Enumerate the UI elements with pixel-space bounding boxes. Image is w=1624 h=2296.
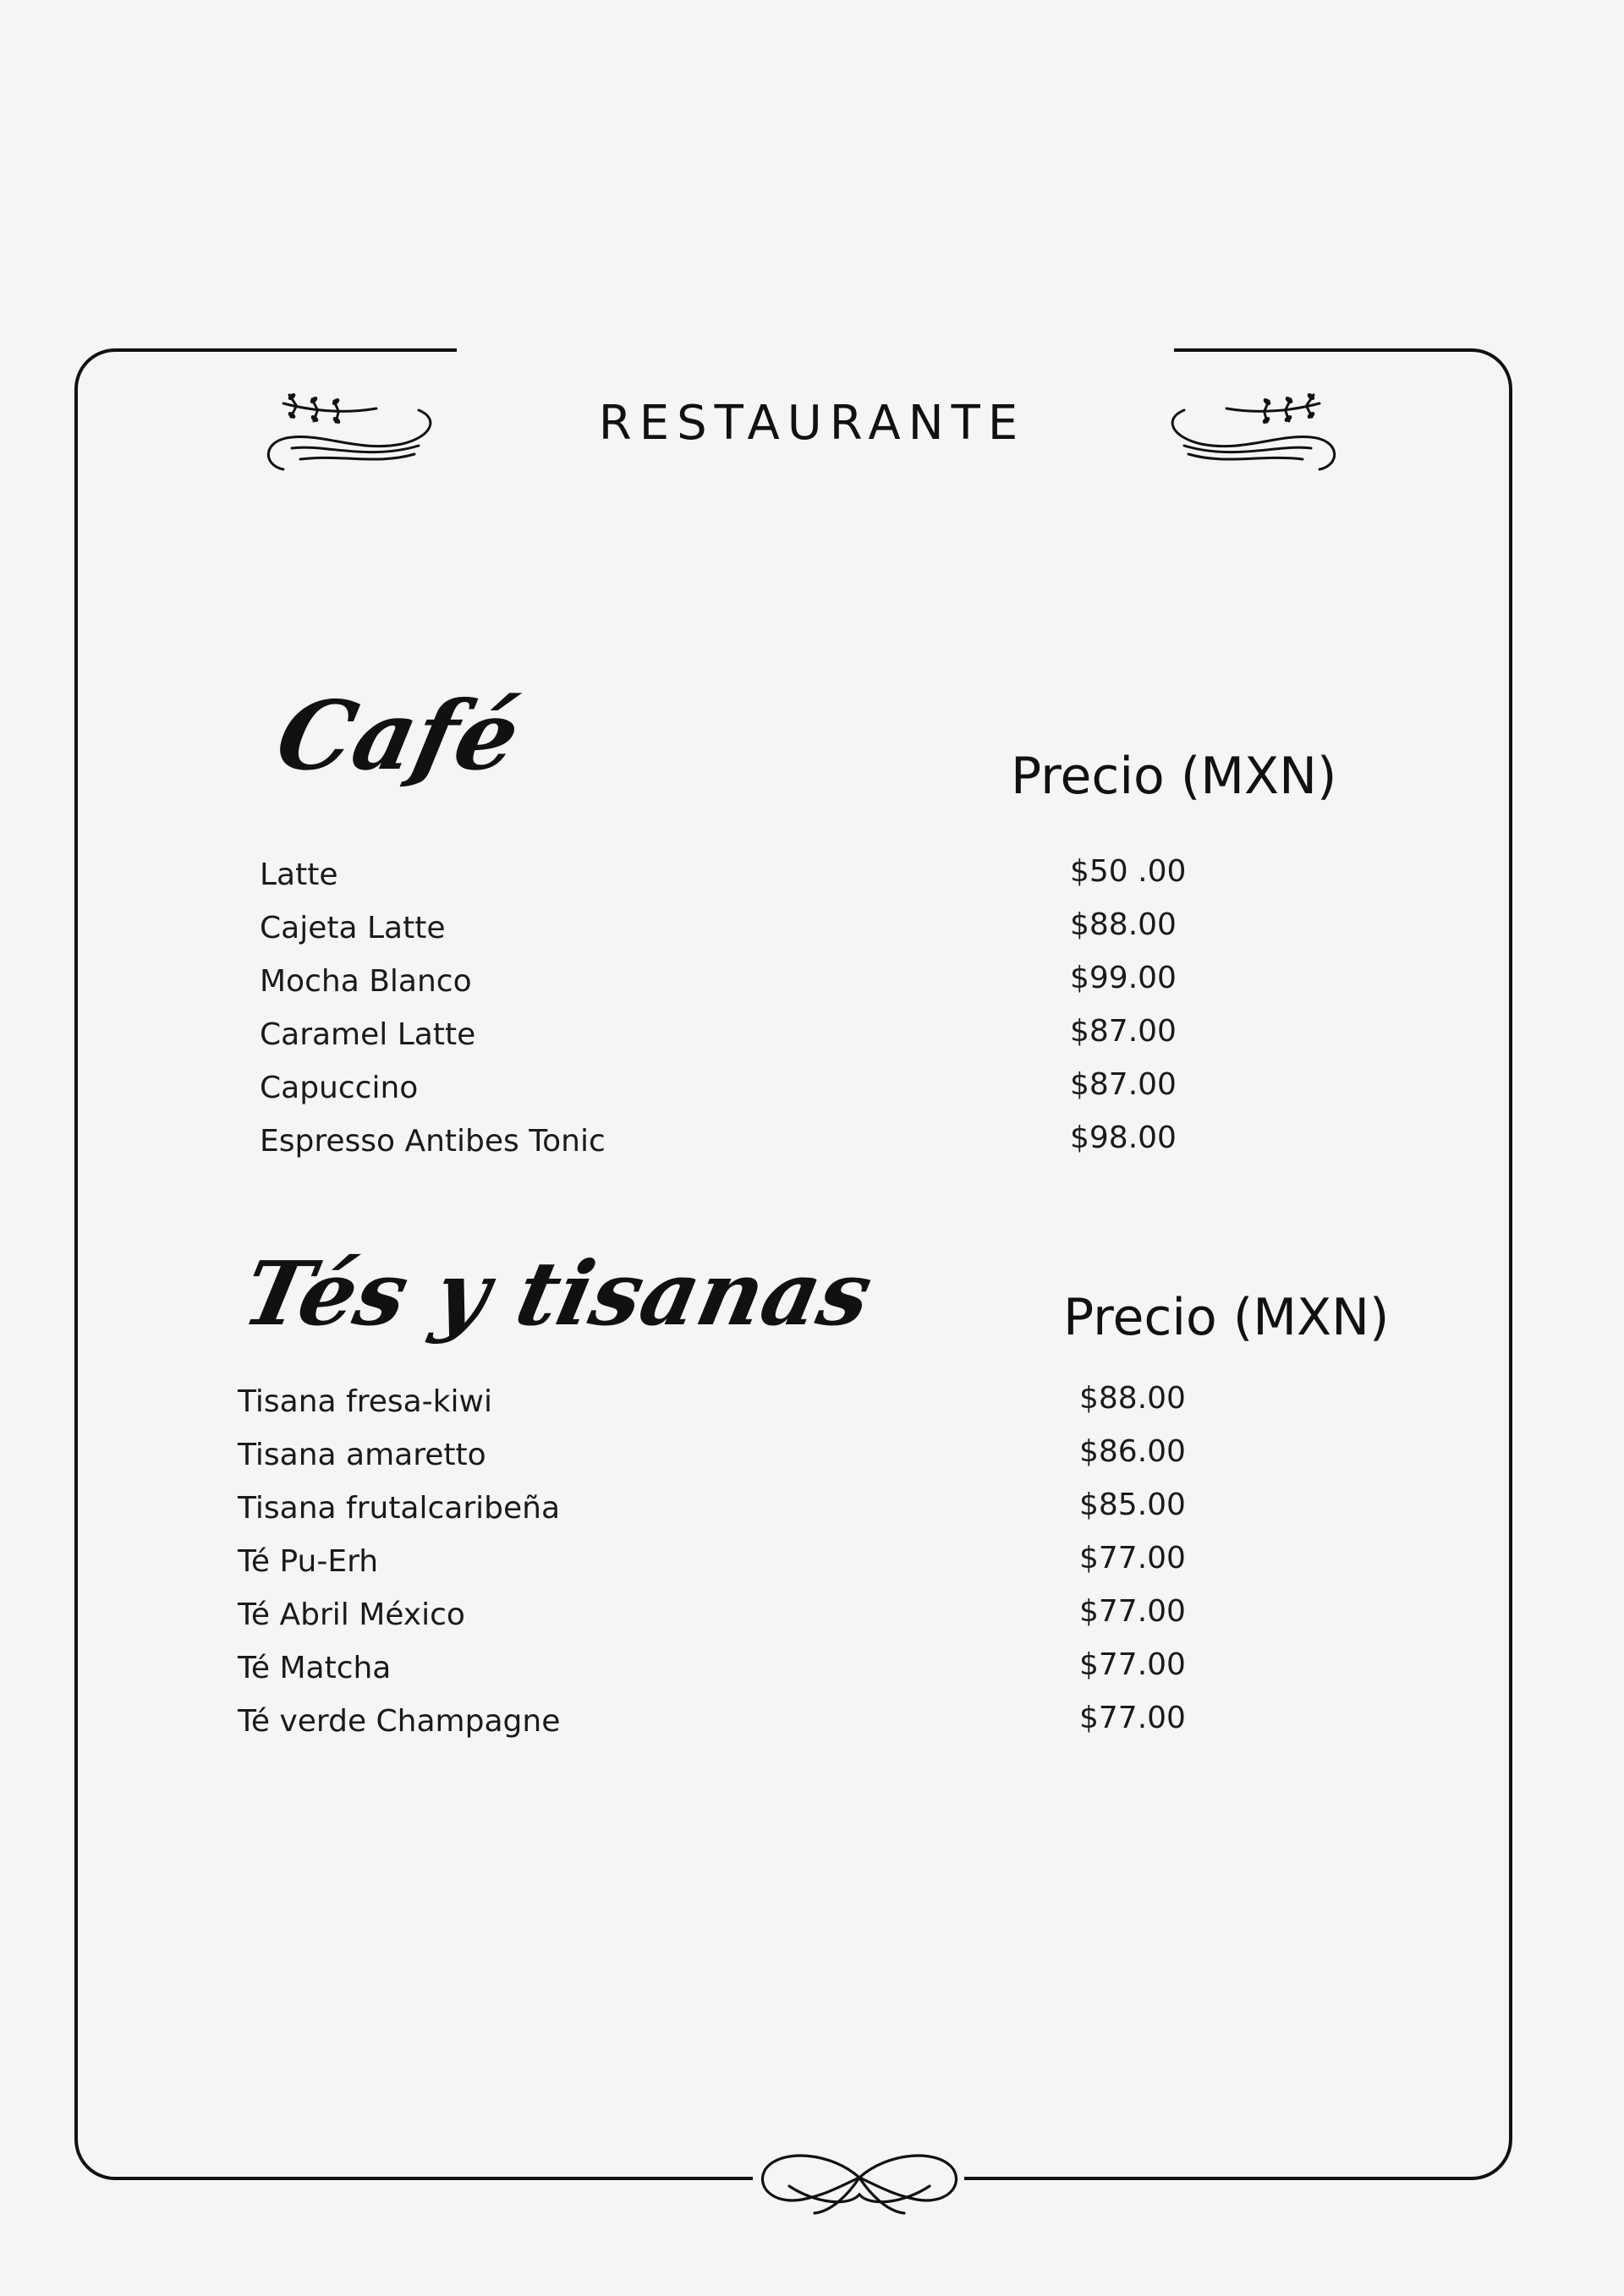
item-name: Latte (260, 858, 338, 892)
list-item (260, 1067, 1275, 1126)
item-name: Té Matcha (238, 1651, 392, 1685)
list-item (238, 1647, 1295, 1707)
price-column-header: Precio (MXN) (1063, 1288, 1390, 1347)
flourish-swirl-icon (755, 2144, 963, 2220)
list-item (260, 854, 1275, 913)
item-price: $77.00 (1079, 1541, 1186, 1575)
item-price: $87.00 (1070, 1014, 1177, 1049)
frame-top-gap (457, 338, 1174, 364)
item-price: $86.00 (1079, 1434, 1186, 1469)
flourish-leaf-icon (1159, 385, 1345, 478)
item-price: $77.00 (1079, 1647, 1186, 1682)
item-name: Tisana amaretto (238, 1438, 486, 1472)
item-name: Té Pu-Erh (238, 1544, 379, 1579)
list-item (238, 1701, 1295, 1760)
item-price: $98.00 (1070, 1121, 1177, 1155)
list-item (238, 1594, 1295, 1653)
item-price: $77.00 (1079, 1701, 1186, 1735)
list-item (260, 1014, 1275, 1073)
item-price: $88.00 (1079, 1381, 1186, 1416)
section-heading-tes-y-tisanas: Tés y tisanas (234, 1241, 881, 1345)
item-name: Té Abril México (238, 1597, 465, 1632)
list-item (238, 1488, 1295, 1547)
list-item (238, 1541, 1295, 1600)
flourish-leaf-icon (258, 385, 444, 478)
item-name: Capuccino (260, 1071, 419, 1105)
list-item (238, 1434, 1295, 1493)
list-item (260, 907, 1275, 967)
item-name: Tisana fresa-kiwi (238, 1384, 492, 1419)
item-name: Espresso Antibes Tonic (260, 1124, 606, 1159)
item-price: $85.00 (1079, 1488, 1186, 1522)
price-column-header: Precio (MXN) (1011, 747, 1337, 806)
item-name: Caramel Latte (260, 1017, 476, 1052)
item-name: Cajeta Latte (260, 911, 446, 945)
item-price: $50 .00 (1070, 854, 1187, 889)
menu-item-list-tes (238, 1381, 1295, 1760)
item-price: $77.00 (1079, 1594, 1186, 1629)
menu-item-list-cafe (260, 854, 1275, 1180)
item-price: $87.00 (1070, 1067, 1177, 1102)
item-name: Tisana frutalcaribeña (238, 1491, 561, 1526)
page-title: RESTAURANTE (598, 396, 1026, 451)
item-name: Té verde Champagne (238, 1704, 561, 1739)
item-price: $88.00 (1070, 907, 1177, 942)
list-item (238, 1381, 1295, 1440)
section-heading-cafe: Café (267, 681, 529, 792)
item-name: Mocha Blanco (260, 964, 472, 999)
list-item (260, 961, 1275, 1020)
item-price: $99.00 (1070, 961, 1177, 995)
list-item (260, 1121, 1275, 1180)
